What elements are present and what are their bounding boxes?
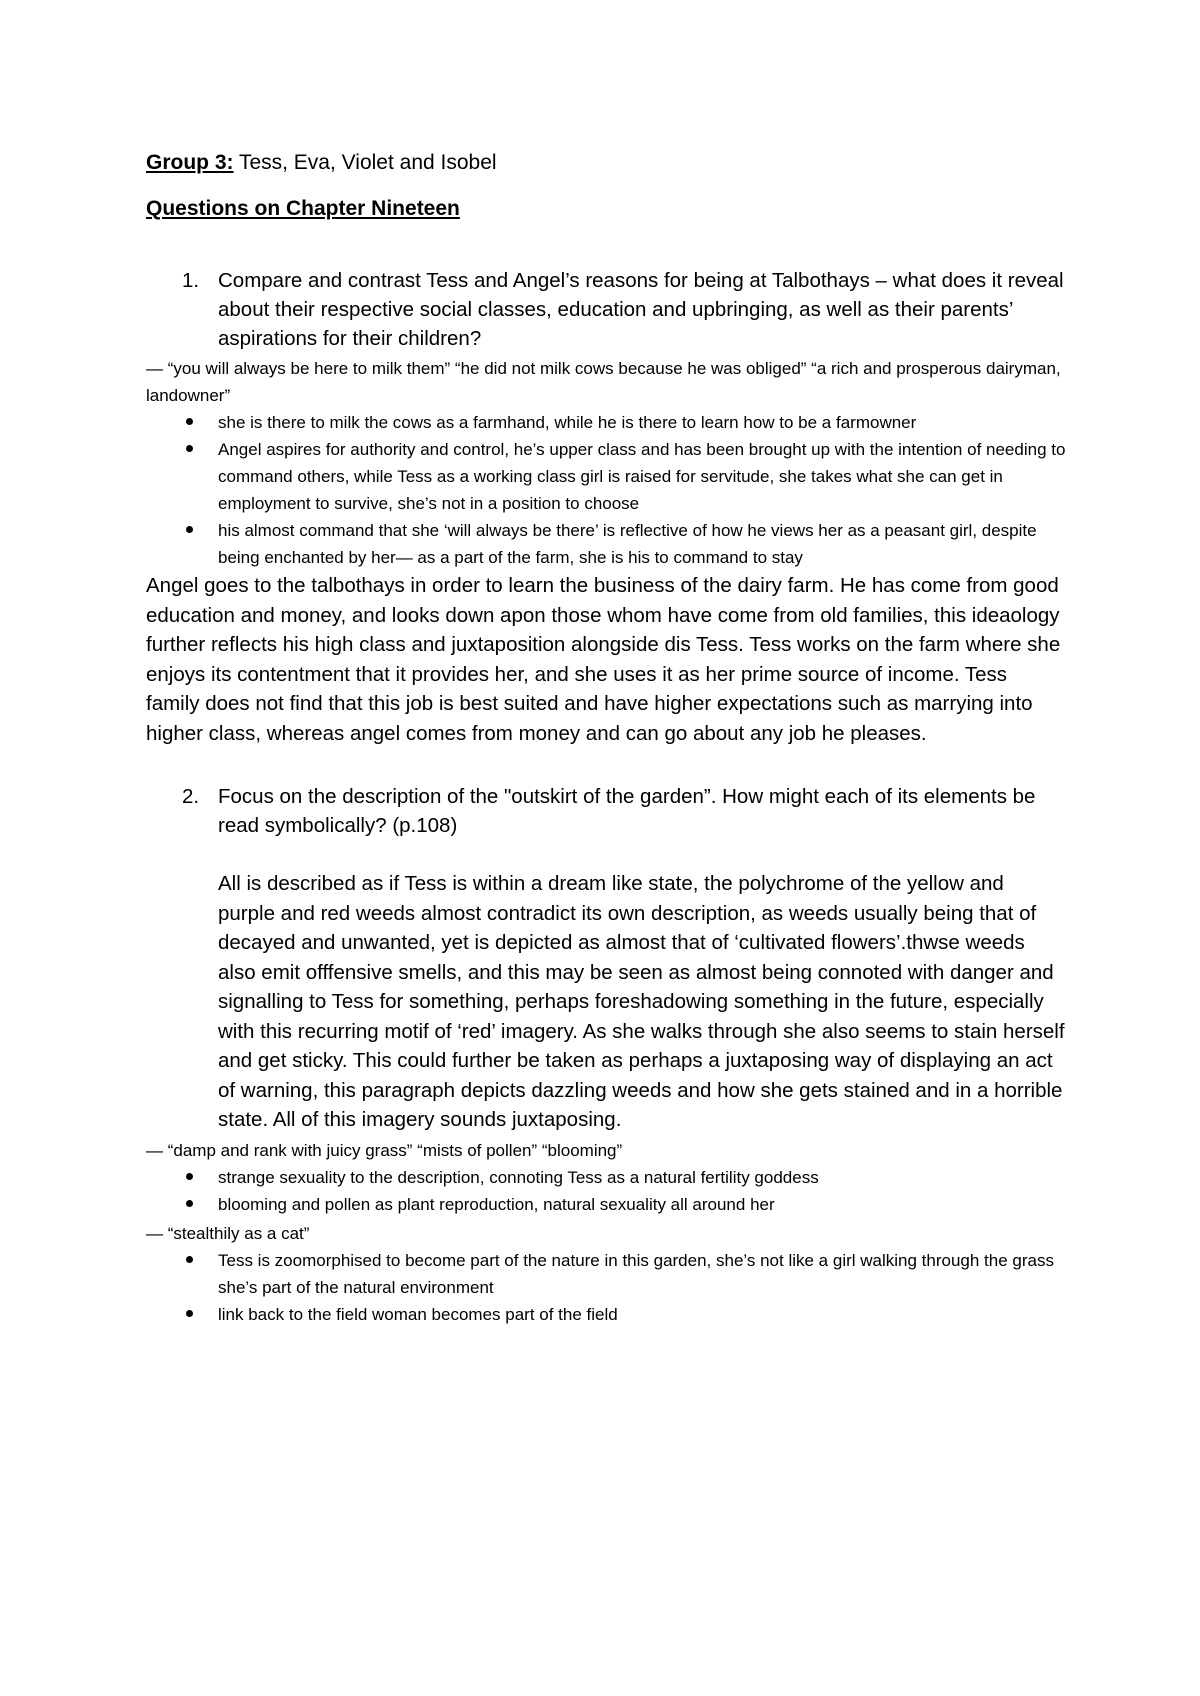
bullet-text: link back to the field woman becomes part of the field [218,1304,618,1324]
bullet-icon [186,1173,193,1180]
group-label: Group 3: [146,151,234,174]
question-2-bullet-list-1 [146,1164,1066,1218]
question-2-quote-2: — “stealthily as a cat” [146,1223,310,1243]
question-2-number: 2. [182,785,200,808]
question-1-answer: Angel goes to the talbothays in order to learn the business of the dairy farm. He has come from good education and money, and looks down apon those whom have come from old families, this ideaology further reflects his high class and juxtaposition alongside dis Tess. Tess works on the farm where she enjoys its contentment that it provides her, and she uses it as her prime source of income. Tess family does not find that this job is best suited and have higher expectations such as marrying into higher class, whereas angel comes from money and can go about any job he pleases. [146,574,1061,745]
bullet-item [146,409,1066,436]
question-2-answer: All is described as if Tess is within a dream like state, the polychrome of the yellow and purple and red weeds almost contradict its own description, as weeds usually being that of decayed and unwanted, yet is depicted as almost that of ‘cultivated flowers’.thwse weeds also emit offfensive smells, and this may be seen as almost being connoted with danger and signalling to Tess for something, perhaps foreshadowing something in the future, especially with this recurring motif of ‘red’ imagery. As she walks through she also seems to stain herself and get sticky. This could further be taken as perhaps a juxtaposing way of displaying an act of warning, this paragraph depicts dazzling weeds and how she gets stained and in a horrible state. All of this imagery sounds juxtaposing. [218,872,1065,1131]
bullet-item [146,1247,1066,1301]
question-2-bullet-list-2 [146,1247,1066,1328]
bullet-text: Tess is zoomorphised to become part of the nature in this garden, she’s not like a girl walking through the grass she’s part of the natural environment [218,1250,1054,1297]
bullet-text: strange sexuality to the description, connoting Tess as a natural fertility goddess [218,1167,819,1187]
bullet-text: blooming and pollen as plant reproduction, natural sexuality all around her [218,1194,775,1214]
question-1-number: 1. [182,269,200,292]
bullet-icon [186,526,193,533]
document-body [146,150,1066,1328]
bullet-icon [186,1310,193,1317]
bullet-item [146,1164,1066,1191]
question-2-text: Focus on the description of the "outskirt of the garden”. How might each of its elements be read symbolically? (p.108) [218,785,1036,837]
question-1-text: Compare and contrast Tess and Angel’s reasons for being at Talbothays – what does it reveal about their respective social classes, education and upbringing, as well as their parents’ aspirations for their children? [218,269,1064,350]
bullet-icon [186,1256,193,1263]
bullet-item [146,1301,1066,1328]
question-2-quote-1: — “damp and rank with juicy grass” “mists of pollen” “blooming” [146,1140,623,1160]
bullet-text: his almost command that she ‘will always be there’ is reflective of how he views her as a peasant girl, despite being enchanted by her— as a part of the farm, she is his to command to stay [218,521,1037,567]
question-1 [146,266,1066,353]
bullet-icon [186,418,193,425]
group-heading [146,150,1066,176]
bullet-icon [186,445,193,452]
bullet-text: she is there to milk the cows as a farmhand, while he is there to learn how to be a farmowner [218,413,917,432]
question-1-quote: — “you will always be here to milk them” “he did not milk cows because he was obliged” “a rich and prosperous dairyman, landowner” [146,359,1061,405]
bullet-icon [186,1200,193,1207]
question-1-bullet-list [146,409,1066,571]
group-members: Tess, Eva, Violet and Isobel [233,151,497,174]
document-title: Questions on Chapter Nineteen [146,197,460,220]
bullet-item [146,436,1066,517]
bullet-item [146,517,1066,571]
bullet-item [146,1191,1066,1218]
question-2 [146,782,1066,840]
bullet-text: Angel aspires for authority and control, he’s upper class and has been brought up with the intention of needing to command others, while Tess as a working class girl is raised for servitude, she takes what she can get in employment to survive, she’s not in a position to choose [218,440,1066,513]
